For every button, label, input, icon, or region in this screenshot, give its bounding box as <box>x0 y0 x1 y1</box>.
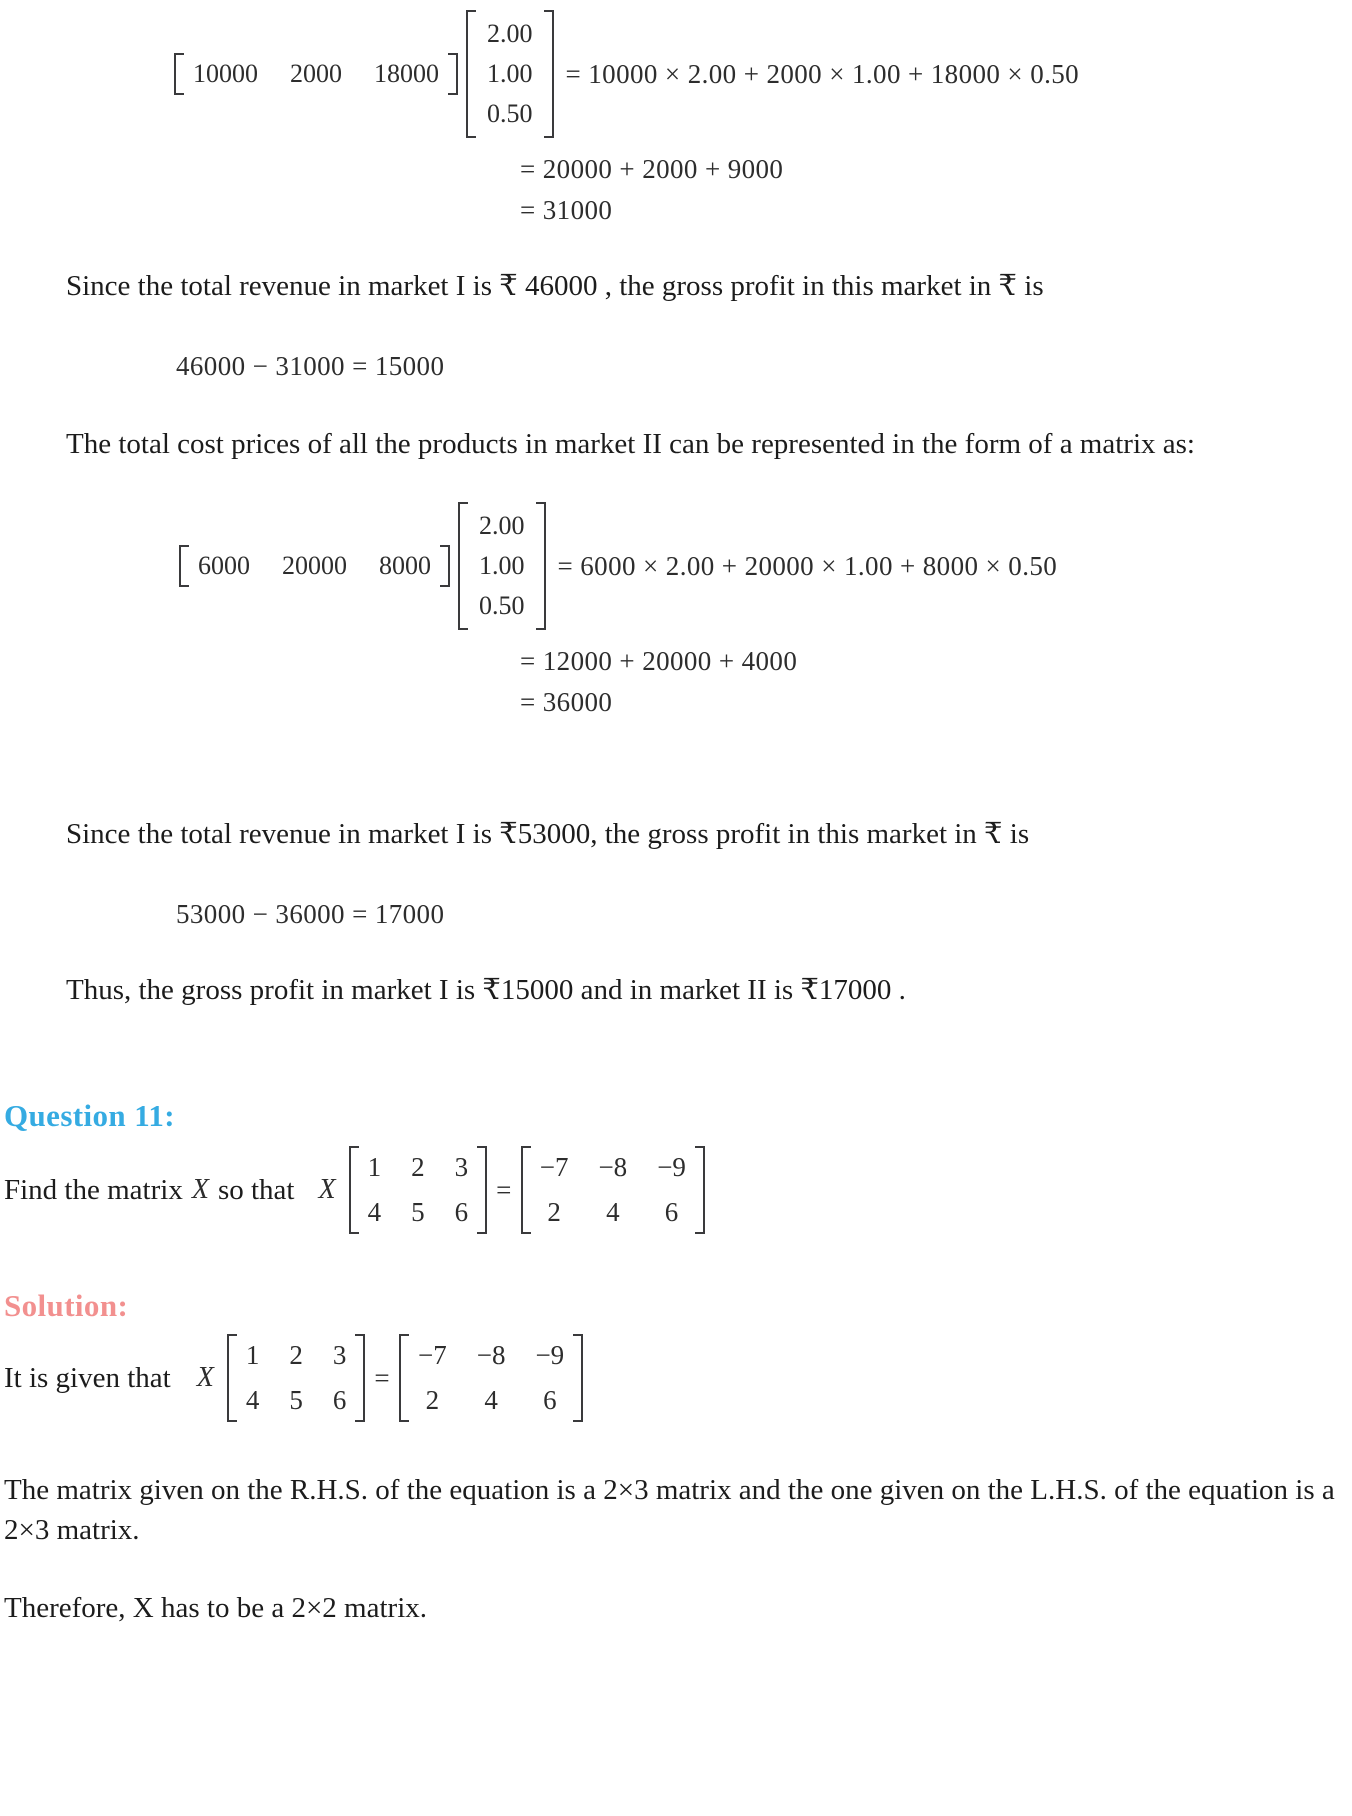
matrix-cell: 18000 <box>374 59 439 88</box>
matrix-order-conclusion: Therefore, X has to be a 2×2 matrix. <box>4 1592 428 1625</box>
total-equation: = 36000 <box>520 687 613 718</box>
question11-heading: Question 11: <box>4 1098 176 1134</box>
matrix-cell: 0.50 <box>479 591 525 621</box>
lhs-matrix <box>349 1146 488 1234</box>
market1-matrix-equation <box>0 10 1352 138</box>
x-variable: X <box>191 1174 209 1206</box>
rhs-matrix <box>399 1334 583 1422</box>
matrix-cell: 4 <box>367 1197 382 1228</box>
matrix-cell: 4 <box>245 1385 260 1416</box>
market2-revenue-sentence: Since the total revenue in market I is ₹53000, the gross profit in this market in ₹ is <box>66 818 1030 851</box>
matrix-cell: 6 <box>332 1385 347 1416</box>
matrix-cells <box>237 1334 356 1422</box>
x-variable: X <box>318 1174 336 1206</box>
matrix-right-bracket <box>355 1334 365 1422</box>
price-column-matrix <box>466 10 554 138</box>
expansion-equation: = 10000 × 2.00 + 2000 × 1.00 + 18000 × 0.50 <box>565 58 1080 89</box>
rhs-matrix <box>521 1146 705 1234</box>
solution-heading: Solution: <box>4 1288 129 1324</box>
given-text: It is given that <box>4 1362 171 1395</box>
matrix-cell: 1.00 <box>479 551 525 581</box>
matrix-cell: 10000 <box>193 59 258 88</box>
matrix-cell: 2.00 <box>487 19 533 48</box>
matrix-left-bracket <box>227 1334 237 1422</box>
so-that-text: so that <box>217 1174 295 1207</box>
matrix-cells <box>468 502 536 630</box>
matrix-right-bracket <box>440 545 450 587</box>
matrix-cell: 20000 <box>282 551 347 581</box>
matrix-cell: 2.00 <box>479 511 525 541</box>
matrix-right-bracket <box>477 1146 487 1234</box>
matrix-left-bracket <box>349 1146 359 1234</box>
matrix-right-bracket <box>536 502 546 630</box>
market2-quantity-row-matrix <box>179 545 450 587</box>
matrix-cell: −9 <box>535 1340 565 1371</box>
matrix-left-bracket <box>399 1334 409 1422</box>
matrix-cell: 6 <box>543 1385 557 1416</box>
matrix-left-bracket <box>179 545 189 587</box>
market1-revenue-sentence: Since the total revenue in market I is ₹ 46000 , the gross profit in this market in ₹ is <box>66 270 1044 302</box>
matrix-right-bracket <box>544 10 554 138</box>
matrix-cell: −8 <box>476 1340 506 1371</box>
gross-profit-conclusion: Thus, the gross profit in market I is ₹15000 and in market II is ₹17000 . <box>66 974 906 1007</box>
matrix-cell: 4 <box>484 1385 498 1416</box>
matrix-left-bracket <box>458 502 468 630</box>
matrix-right-bracket <box>573 1334 583 1422</box>
matrix-cell: −8 <box>598 1152 628 1183</box>
matrix-cell: 1 <box>245 1340 260 1371</box>
market2-profit-equation: 53000 − 36000 = 17000 <box>176 899 445 930</box>
matrix-cell: 6 <box>664 1197 679 1228</box>
matrix-cells <box>184 53 448 95</box>
total-equation: = 31000 <box>520 195 613 225</box>
matrix-cells <box>409 1334 573 1422</box>
matrix-cell: −9 <box>657 1152 686 1183</box>
matrix-cell: 5 <box>411 1197 425 1228</box>
find-matrix-text: Find the matrix <box>4 1174 183 1207</box>
matrix-cell: 5 <box>289 1385 303 1416</box>
matrix-cell: 3 <box>332 1340 347 1371</box>
matrix-cell: −7 <box>417 1340 447 1371</box>
matrix-cell: 1.00 <box>487 59 533 88</box>
matrix-cells <box>531 1146 695 1234</box>
matrix-cell: 6000 <box>198 551 250 581</box>
market2-matrix-equation <box>0 502 1352 630</box>
equals-sign: = <box>496 1174 512 1205</box>
matrix-cell: −7 <box>539 1152 569 1183</box>
matrix-cell: 2 <box>411 1152 425 1183</box>
matrix-cell: 3 <box>454 1152 469 1183</box>
question11-statement <box>0 1146 1352 1234</box>
matrix-cell: 2000 <box>290 59 342 88</box>
matrix-cell: 2 <box>425 1385 440 1416</box>
matrix-right-bracket <box>695 1146 705 1234</box>
matrix-cells <box>476 10 544 138</box>
matrix-cell: 4 <box>606 1197 620 1228</box>
matrix-cells <box>189 545 440 587</box>
expansion-equation: = 6000 × 2.00 + 20000 × 1.00 + 8000 × 0.50 <box>557 550 1058 581</box>
matrix-order-analysis: The matrix given on the R.H.S. of the equation is a 2×3 matrix and the one given on the L.H.S. of the equation is a 2×3 matrix. <box>4 1474 1335 1547</box>
lhs-matrix <box>227 1334 366 1422</box>
matrix-left-bracket <box>174 53 184 95</box>
equals-sign: = <box>374 1362 390 1393</box>
matrix-cells <box>359 1146 478 1234</box>
matrix-cell: 2 <box>547 1197 561 1228</box>
matrix-cell: 8000 <box>379 551 431 581</box>
sum-equation: = 20000 + 2000 + 9000 <box>520 154 784 184</box>
market1-quantity-row-matrix <box>174 53 458 95</box>
matrix-left-bracket <box>466 10 476 138</box>
matrix-cell: 2 <box>289 1340 303 1371</box>
price-column-matrix <box>458 502 546 630</box>
market2-intro-sentence: The total cost prices of all the products in market II can be represented in the form of a matrix as: <box>66 428 1195 461</box>
solution-given-statement <box>0 1334 1352 1422</box>
market1-profit-equation: 46000 − 31000 = 15000 <box>176 351 445 382</box>
matrix-cell: 0.50 <box>487 99 533 128</box>
matrix-cell: 6 <box>454 1197 469 1228</box>
matrix-left-bracket <box>521 1146 531 1234</box>
matrix-cell: 1 <box>367 1152 382 1183</box>
sum-equation: = 12000 + 20000 + 4000 <box>520 646 798 677</box>
matrix-right-bracket <box>448 53 458 95</box>
x-variable: X <box>196 1362 214 1394</box>
